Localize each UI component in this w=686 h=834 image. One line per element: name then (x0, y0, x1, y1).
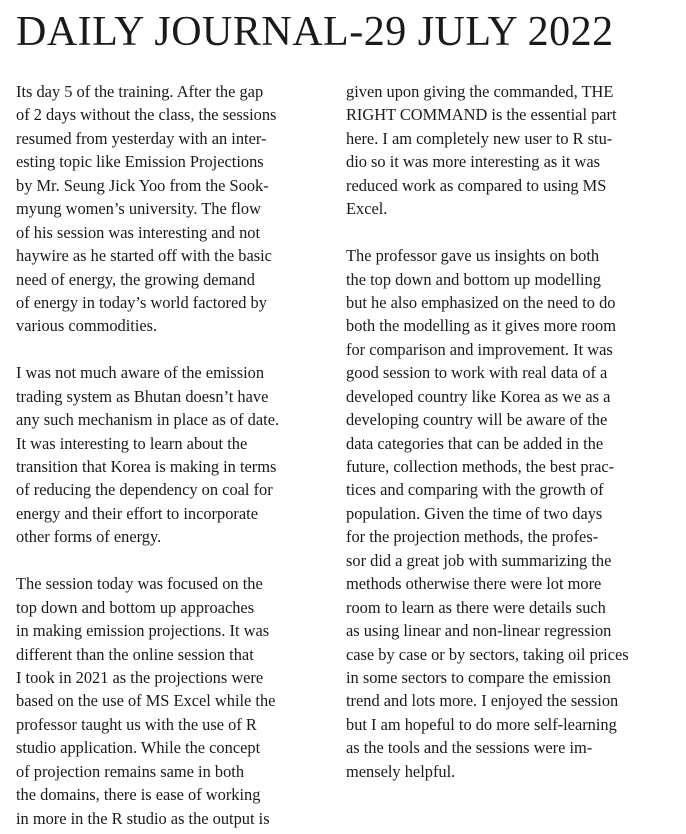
text-line: of projection remains same in both (16, 761, 245, 781)
text-line: haywire as he started off with the basic (16, 246, 272, 266)
paragraph-gap (346, 221, 680, 244)
text-line: here. I am completely new user to R stu- (346, 128, 613, 148)
text-line: for comparison and improvement. It was (346, 339, 613, 359)
text-line: Excel. (346, 199, 388, 219)
text-line: for the projection methods, the profes- (346, 527, 599, 547)
text-line: any such mechanism in place as of date. (16, 410, 280, 430)
text-line: resumed from yesterday with an inter- (16, 128, 267, 148)
text-line: of reducing the dependency on coal for (16, 480, 273, 500)
text-line: of energy in today’s world factored by (16, 292, 267, 312)
text-line: future, collection methods, the best prac- (346, 457, 615, 476)
text-line: developed country like Korea as we as a (346, 386, 611, 406)
text-line: other forms of energy. (16, 527, 162, 547)
text-line: in making emission projections. It was (16, 621, 270, 641)
text-line: I was not much aware of the emission (16, 363, 265, 383)
text-line: It was interesting to learn about the (16, 433, 248, 453)
text-line: both the modelling as it gives more room (346, 316, 616, 336)
text-line: data categories that can be added in the (346, 433, 604, 453)
text-line: studio application. While the concept (16, 738, 261, 758)
paragraph (346, 244, 680, 783)
text-line: RIGHT COMMAND is the essential part (346, 105, 617, 125)
text-line: the top down and bottom up modelling (346, 269, 601, 289)
paragraph (16, 361, 334, 549)
text-line: developing country will be aware of the (346, 410, 608, 430)
text-line: in more in the R studio as the output is (16, 808, 270, 828)
text-line: based on the use of MS Excel while the (16, 691, 276, 711)
text-line: the domains, there is ease of working (16, 785, 261, 805)
text-line: case by case or by sectors, taking oil prices (346, 644, 629, 664)
text-line: methods otherwise there were lot more (346, 574, 602, 594)
text-line: transition that Korea is making in terms (16, 457, 277, 476)
text-line: energy and their effort to incorporate (16, 503, 258, 523)
text-line: Its day 5 of the training. After the gap (16, 82, 264, 101)
text-line: need of energy, the growing demand (16, 269, 255, 289)
text-line: good session to work with real data of a (346, 363, 608, 383)
text-line: given upon giving the commanded, THE (346, 82, 614, 101)
text-line: trading system as Bhutan doesn’t have (16, 386, 269, 406)
text-line: but I am hopeful to do more self-learning (346, 714, 617, 734)
page-title: DAILY JOURNAL-29 JULY 2022 (16, 9, 614, 55)
text-line: tices and comparing with the growth of (346, 480, 604, 500)
text-line: but he also emphasized on the need to do (346, 292, 616, 312)
text-line: of 2 days without the class, the sessions (16, 105, 277, 125)
text-line: The professor gave us insights on both (346, 246, 600, 266)
text-line: as using linear and non-linear regression (346, 621, 612, 641)
text-line: esting topic like Emission Projections (16, 152, 264, 172)
right-column (346, 80, 680, 783)
text-line: various commodities. (16, 316, 158, 336)
text-line: room to learn as there were details such (346, 597, 606, 617)
text-line: population. Given the time of two days (346, 503, 603, 523)
text-line: reduced work as compared to using MS (346, 175, 607, 195)
paragraph-gap (16, 549, 334, 572)
paragraph-gap (16, 338, 334, 361)
paragraph (16, 80, 334, 338)
text-line: professor taught us with the use of R (16, 714, 257, 734)
left-column (16, 80, 334, 830)
text-line: by Mr. Seung Jick Yoo from the Sook- (16, 175, 269, 195)
text-line: dio so it was more interesting as it was (346, 152, 601, 172)
text-line: different than the online session that (16, 644, 254, 664)
text-line: in some sectors to compare the emission (346, 667, 611, 687)
paragraph (346, 80, 680, 221)
text-line: of his session was interesting and not (16, 222, 261, 242)
text-line: top down and bottom up approaches (16, 597, 255, 617)
text-line: The session today was focused on the (16, 574, 263, 594)
text-line: as the tools and the sessions were im- (346, 738, 593, 758)
text-line: trend and lots more. I enjoyed the session (346, 691, 619, 711)
text-line: myung women’s university. The flow (16, 199, 261, 219)
text-line: I took in 2021 as the projections were (16, 667, 264, 687)
text-line: sor did a great job with summarizing the (346, 550, 612, 570)
text-line: mensely helpful. (346, 761, 456, 781)
paragraph (16, 572, 334, 830)
